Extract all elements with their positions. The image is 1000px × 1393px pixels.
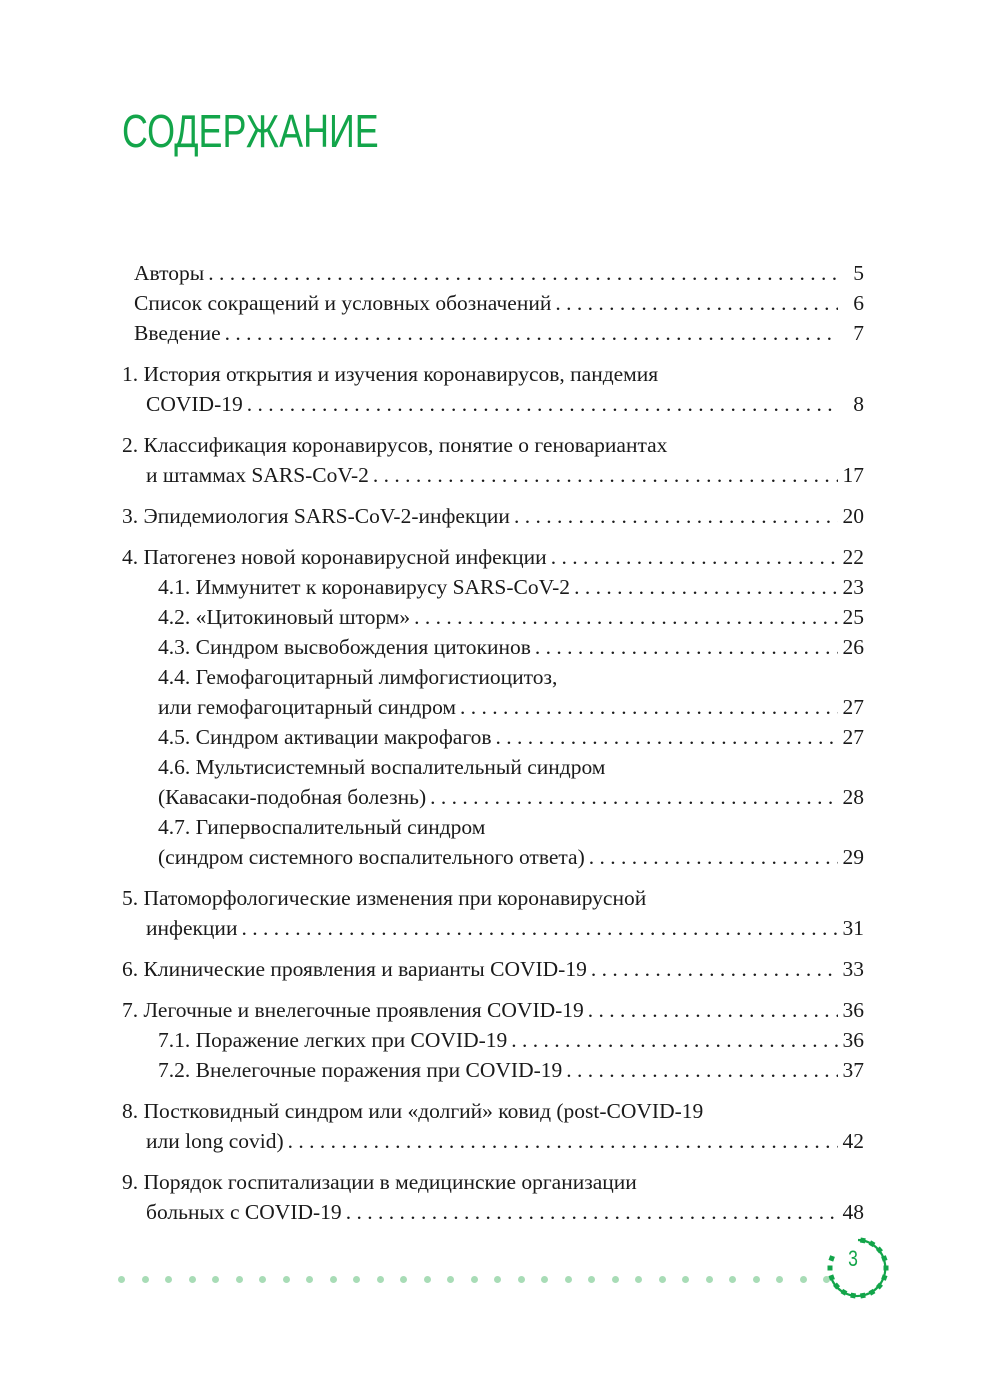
footer-dot	[236, 1276, 243, 1283]
footer-dot	[518, 1276, 525, 1283]
toc-line	[122, 389, 864, 419]
toc-entry-text: 4.4. Гемофагоцитарный лимфогистиоцитоз,	[158, 665, 558, 689]
toc-entry-text: 4.7. Гипервоспалительный синдром	[158, 815, 486, 839]
footer-dot	[330, 1276, 337, 1283]
toc-chapter-6[interactable]	[122, 954, 864, 984]
toc-entry-text: и штаммах SARS-CoV-2	[146, 463, 369, 487]
toc-line	[122, 692, 864, 722]
leader-dots	[555, 288, 838, 318]
toc-entry-text: больных с COVID-19	[146, 1200, 342, 1224]
footer-dot	[283, 1276, 290, 1283]
toc-page-number: 8	[853, 392, 864, 416]
page-number: 3	[848, 1246, 858, 1271]
toc-page-number: 36	[842, 1028, 864, 1052]
toc-page-number: 22	[842, 545, 864, 569]
toc-entry-text: COVID-19	[146, 392, 243, 416]
toc-line	[122, 812, 864, 842]
toc-entry-text: 1. История открытия и изучения коронавирусов, пандемия	[122, 362, 659, 386]
toc-line	[122, 842, 864, 872]
toc-chapter-7[interactable]	[122, 995, 864, 1085]
toc-entry-text: 4.5. Синдром активации макрофагов	[158, 725, 492, 749]
toc-entry-text: 5. Патоморфологические изменения при коронавирусной	[122, 886, 647, 910]
toc-chapter-2[interactable]	[122, 430, 864, 490]
gear-tooth	[884, 1266, 889, 1271]
footer-dot	[377, 1276, 384, 1283]
toc-entry-text: Список сокращений и условных обозначений	[134, 291, 552, 315]
toc-line	[122, 460, 864, 490]
footer-dot	[635, 1276, 642, 1283]
gear-tooth	[828, 1274, 834, 1280]
footer-dot	[212, 1276, 219, 1283]
page-title: СОДЕРЖАНИЕ	[122, 105, 379, 157]
toc-page-number: 26	[842, 635, 864, 659]
footer-dot	[306, 1276, 313, 1283]
footer-dot	[682, 1276, 689, 1283]
leader-dots	[225, 318, 838, 348]
toc-page-number: 28	[842, 785, 864, 809]
toc-entry-text: 4.2. «Цитокиновый шторм»	[158, 605, 411, 629]
leader-dots	[247, 389, 838, 419]
toc-line	[122, 913, 864, 943]
toc-entry-text: 7.2. Внелегочные поражения при COVID-19	[158, 1058, 563, 1082]
toc-line	[122, 501, 864, 531]
footer-dot	[800, 1276, 807, 1283]
toc-entry-text: или long covid)	[146, 1129, 284, 1153]
toc-line	[122, 883, 864, 913]
toc-entry-text: 4.3. Синдром высвобождения цитокинов	[158, 635, 531, 659]
toc-line	[122, 752, 864, 782]
footer-dot	[165, 1276, 172, 1283]
leader-dots	[514, 501, 838, 531]
leader-dots	[566, 1055, 838, 1085]
leader-dots	[589, 842, 838, 872]
toc-page-number: 33	[842, 957, 864, 981]
footer-dot	[400, 1276, 407, 1283]
leader-dots	[511, 1025, 838, 1055]
toc-entry-text: 4. Патогенез новой коронавирусной инфекции	[122, 545, 547, 569]
gear-tooth	[860, 1293, 866, 1299]
toc-line	[122, 430, 864, 460]
leader-dots	[241, 913, 838, 943]
toc-section-4-7[interactable]	[122, 812, 864, 872]
toc-entry-text: 9. Порядок госпитализации в медицинские организации	[122, 1170, 637, 1194]
toc-section-4-1[interactable]	[122, 572, 864, 602]
toc-line	[122, 662, 864, 692]
leader-dots	[551, 542, 838, 572]
toc-entry-text: 2. Классификация коронавирусов, понятие о геновариантах	[122, 433, 668, 457]
leader-dots	[460, 692, 838, 722]
footer-dot	[118, 1276, 125, 1283]
toc-chapter-9[interactable]	[122, 1167, 864, 1227]
toc-entry-introduction[interactable]	[122, 318, 864, 348]
leader-dots	[288, 1126, 838, 1156]
toc-page-number: 25	[842, 605, 864, 629]
toc-entry-text: или гемофагоцитарный синдром	[158, 695, 457, 719]
footer-dot	[189, 1276, 196, 1283]
toc-entry-text: (Кавасаки-подобная болезнь)	[158, 785, 427, 809]
toc-section-4-3[interactable]	[122, 632, 864, 662]
footer-dot	[659, 1276, 666, 1283]
gear-tooth	[860, 1238, 866, 1244]
toc-page-number: 27	[842, 695, 864, 719]
leader-dots	[373, 460, 838, 490]
toc-page-number: 48	[842, 1200, 864, 1224]
toc-chapter-3[interactable]	[122, 501, 864, 531]
toc-page-number: 27	[842, 725, 864, 749]
toc-section-7-1[interactable]	[122, 1025, 864, 1055]
toc-page-number: 31	[842, 916, 864, 940]
footer-dot	[776, 1276, 783, 1283]
toc-page-number: 7	[853, 321, 864, 345]
footer-dot	[541, 1276, 548, 1283]
table-of-contents	[122, 258, 864, 1238]
toc-chapter-8[interactable]	[122, 1096, 864, 1156]
leader-dots	[208, 258, 838, 288]
toc-line	[122, 1197, 864, 1227]
toc-section-4-5[interactable]	[122, 722, 864, 752]
footer-dot	[447, 1276, 454, 1283]
toc-entry-text: 6. Клинические проявления и варианты COVID-19	[122, 957, 587, 981]
footer-dot	[612, 1276, 619, 1283]
footer-dot	[259, 1276, 266, 1283]
toc-section-4-2[interactable]	[122, 602, 864, 632]
toc-entry-text: 4.6. Мультисистемный воспалительный синдром	[158, 755, 606, 779]
leader-dots	[588, 995, 838, 1025]
toc-line	[122, 1126, 864, 1156]
toc-entry-text: 7. Легочные и внелегочные проявления COVID-19	[122, 998, 584, 1022]
footer-dot	[565, 1276, 572, 1283]
toc-entry-text: 8. Постковидный синдром или «долгий» ковид (post-COVID-19	[122, 1099, 704, 1123]
leader-dots	[535, 632, 838, 662]
gear-tooth	[828, 1266, 833, 1271]
gear-tooth	[828, 1255, 834, 1261]
footer-dot	[142, 1276, 149, 1283]
toc-page-number: 23	[842, 575, 864, 599]
toc-entry-text: инфекции	[146, 916, 238, 940]
toc-page-number: 17	[842, 463, 864, 487]
toc-section-4-6[interactable]	[122, 752, 864, 812]
footer-dot	[471, 1276, 478, 1283]
toc-line	[122, 782, 864, 812]
toc-entry-abbreviations[interactable]	[122, 288, 864, 318]
footer-dot	[753, 1276, 760, 1283]
footer-dot	[729, 1276, 736, 1283]
toc-page-number: 42	[842, 1129, 864, 1153]
toc-chapter-1[interactable]	[122, 359, 864, 419]
toc-page-number: 5	[853, 261, 864, 285]
toc-page-number: 6	[853, 291, 864, 315]
toc-page-number: 36	[842, 998, 864, 1022]
leader-dots	[414, 602, 838, 632]
footer-dot	[706, 1276, 713, 1283]
toc-page-number: 20	[842, 504, 864, 528]
toc-line	[122, 542, 864, 572]
toc-entry-text: (синдром системного воспалительного ответа)	[158, 845, 585, 869]
toc-section-4-4[interactable]	[122, 662, 864, 722]
leader-dots	[496, 722, 838, 752]
toc-chapter-5[interactable]	[122, 883, 864, 943]
gear-tooth	[850, 1293, 856, 1299]
leader-dots	[574, 572, 838, 602]
toc-line	[122, 1167, 864, 1197]
toc-entry-text: Введение	[134, 321, 221, 345]
toc-section-7-2[interactable]	[122, 1055, 864, 1085]
toc-chapter-4[interactable]	[122, 542, 864, 872]
toc-entry-text: 7.1. Поражение легких при COVID-19	[158, 1028, 508, 1052]
leader-dots	[346, 1197, 838, 1227]
footer-dot	[353, 1276, 360, 1283]
toc-line	[122, 995, 864, 1025]
leader-dots	[430, 782, 838, 812]
footer-dot	[494, 1276, 501, 1283]
toc-page-number: 37	[842, 1058, 864, 1082]
toc-entry-authors[interactable]	[122, 258, 864, 288]
toc-line	[122, 954, 864, 984]
footer-dot	[424, 1276, 431, 1283]
toc-line	[122, 1096, 864, 1126]
toc-entry-text: Авторы	[134, 261, 205, 285]
toc-entry-text: 3. Эпидемиология SARS-CoV-2-инфекции	[122, 504, 510, 528]
footer-dot	[588, 1276, 595, 1283]
footer-dot-row	[118, 1275, 830, 1283]
toc-entry-text: 4.1. Иммунитет к коронавирусу SARS-CoV-2	[158, 575, 571, 599]
leader-dots	[591, 954, 838, 984]
toc-front-matter	[122, 258, 864, 348]
toc-line	[122, 359, 864, 389]
toc-page-number: 29	[842, 845, 864, 869]
